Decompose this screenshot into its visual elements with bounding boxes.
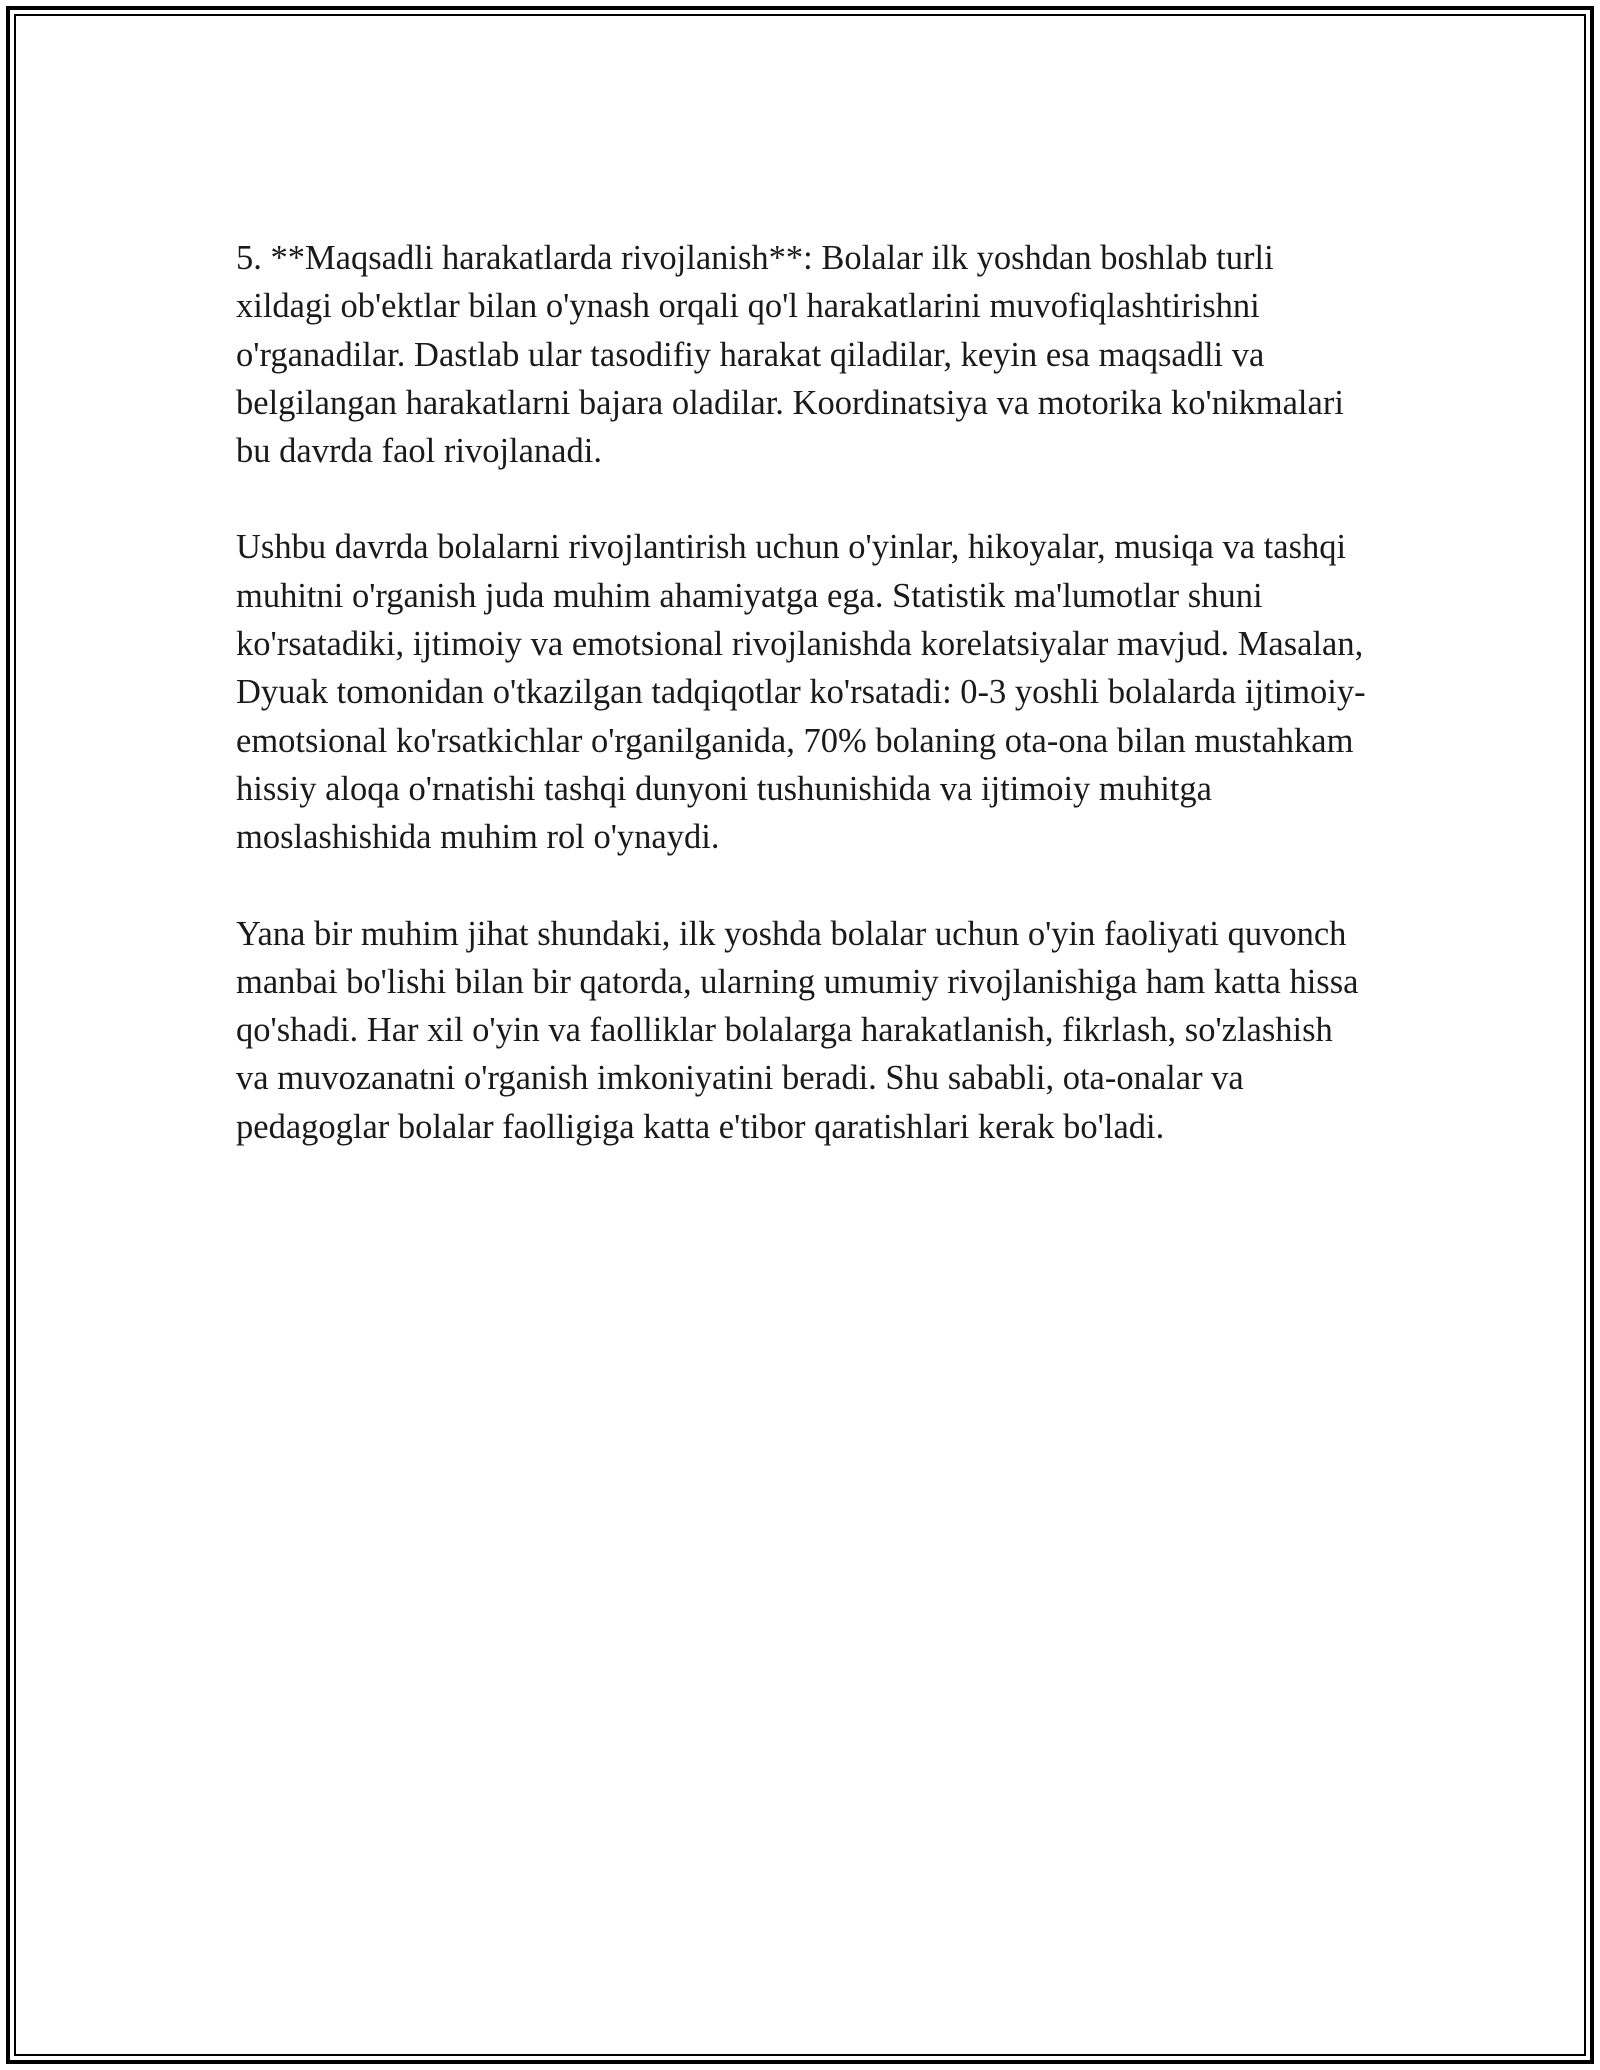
paragraph-play-activity: Yana bir muhim jihat shundaki, ilk yoshda bolalar uchun o'yin faoliyati quvonch manbai bo'lishi bilan bir qatorda, ularning umumiy rivojlanishiga ham katta hissa qo'shadi. Har xil o'yin va faolliklar bolalarga harakatlanish, fikrlash, so'zlashish va muvozanatni o'rganish imkoniyatini beradi. Shu sababli, ota-onalar va pedagoglar bolalar faolligiga katta e'tibor qaratishlari kerak bo'ladi. [236, 914, 1359, 1146]
paragraph-motor-development: 5. **Maqsadli harakatlarda rivojlanish**: Bolalar ilk yoshdan boshlab turli xildagi ob'ektlar bilan o'ynash orqali qo'l harakatlarini muvofiqlashtirishni o'rganadilar. Dastlab ular tasodifiy harakat qiladilar, keyin esa maqsadli va belgilangan harakatlarni bajara oladilar. Koordinatsiya va motorika ko'nikmalari bu davrda faol rivojlanadi. [236, 239, 1344, 471]
document-body [236, 234, 1366, 1199]
paragraph-social-emotional: Ushbu davrda bolalarni rivojlantirish uchun o'yinlar, hikoyalar, musiqa va tashqi muhitni o'rganish juda muhim ahamiyatga ega. Statistik ma'lumotlar shuni ko'rsatadiki, ijtimoiy va emotsional rivojlanishda korelatsiyalar mavjud. Masalan, Dyuak tomonidan o'tkazilgan tadqiqotlar ko'rsatadi: 0-3 yoshli bolalarda ijtimoiy-emotsional ko'rsatkichlar o'rganilganida, 70% bolaning ota-ona bilan mustahkam hissiy aloqa o'rnatishi tashqi dunyoni tushunishida va ijtimoiy muhitga moslashishida muhim rol o'ynaydi. [236, 528, 1366, 857]
